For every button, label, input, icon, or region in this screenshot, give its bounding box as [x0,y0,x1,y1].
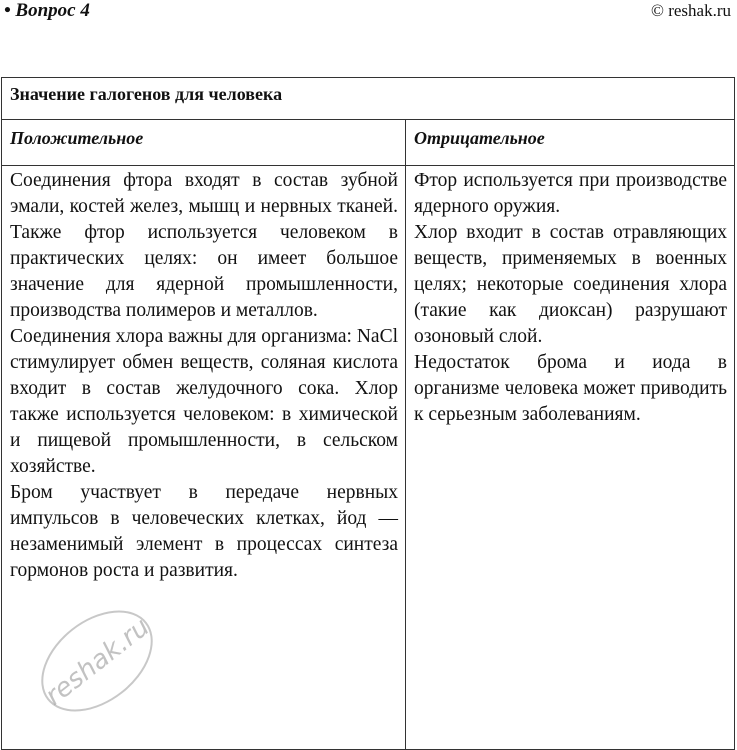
table-header-row [2,120,735,166]
negative-paragraph: Недостаток брома и иода в организме человека может приводить к серьезным заболеваниям. [414,352,728,425]
negative-cell [406,166,735,750]
column-header-positive: Положительное [2,120,406,166]
positive-cell [2,166,406,750]
copyright-notice: © reshak.ru [651,1,731,20]
table-title: Значение галогенов для человека [2,78,735,120]
column-header-negative: Отрицательное [406,120,735,166]
positive-paragraph: Соединения хлора важны для организма: NaCl стимулирует обмен веществ, соляная кислота входит в состав желудочного сока. Хлор также используется человеком: в химической и пищевой промышленности, в сельском хозяйстве. [10,326,398,477]
table-body-row [2,166,735,750]
negative-paragraph: Хлор входит в состав отравляющих веществ, применяемых в военных целях; некоторые соединения хлора (такие как диоксан) разрушают озоновый слой. [414,222,728,347]
table-title-row [2,78,735,120]
halogens-table [1,77,735,750]
page-header [0,0,737,24]
positive-paragraph: Соединения фтора входят в состав зубной эмали, костей желез, мышц и нервных тканей. Также фтор используется человеком в практических целях: он имеет большое значение для ядерной промышленности, производства полимеров и металлов. [10,170,398,321]
negative-paragraph: Фтор используется при производстве ядерного оружия. [414,170,728,217]
positive-paragraph: Бром участвует в передаче нервных импульсов в человеческих клетках, йод — незаменимый элемент в процессах синтеза гормонов роста и развития. [10,482,398,581]
question-label: • Вопрос 4 [4,0,90,21]
watermark-text: reshak.ru [39,612,156,712]
